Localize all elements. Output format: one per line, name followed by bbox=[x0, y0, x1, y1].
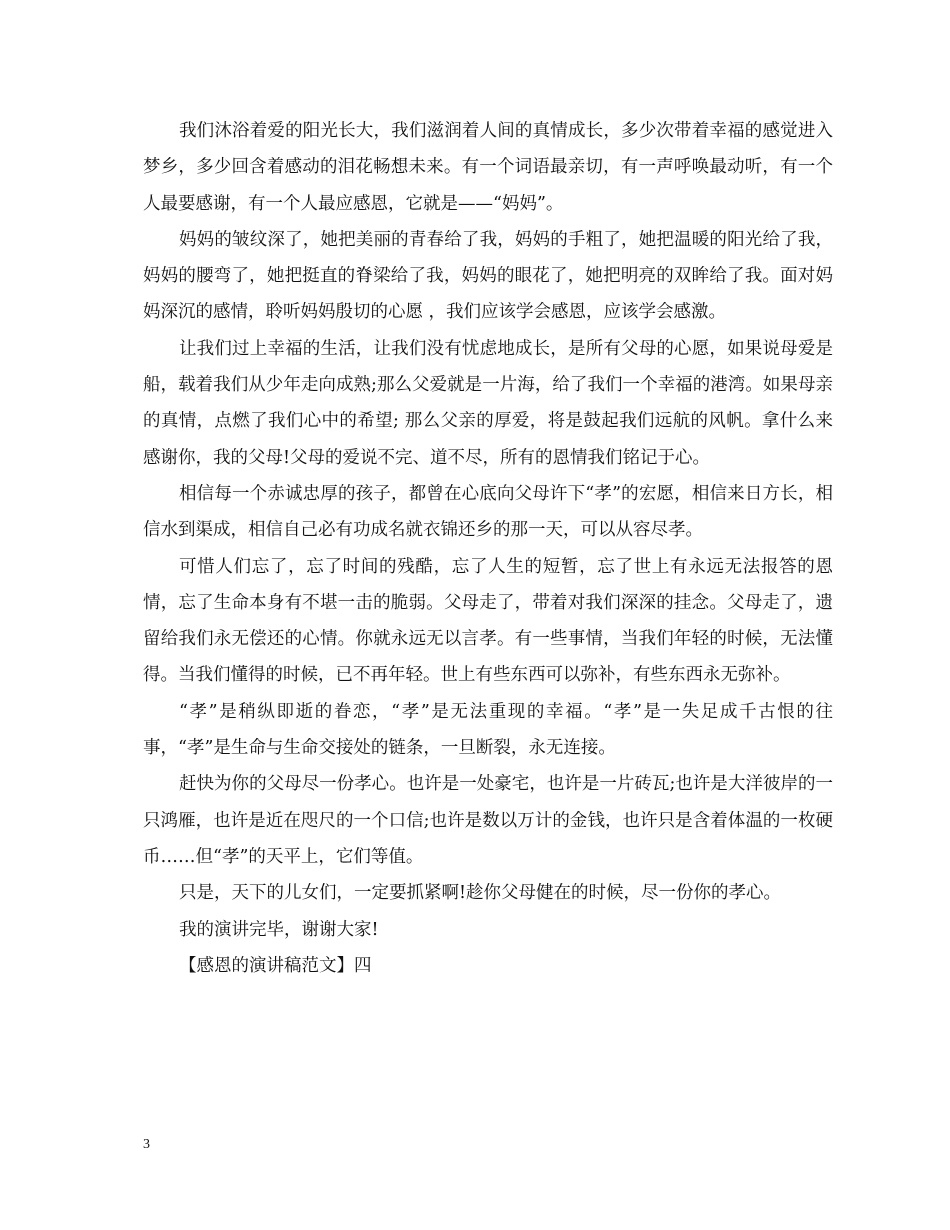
paragraph-8: 只是，天下的儿女们，一定要抓紧啊!趁你父母健在的时候，尽一份你的孝心。 bbox=[179, 883, 782, 904]
paragraph-4: 相信每一个赤诚忠厚的孩子，都曾在心底向父母许下“孝”的宏愿，相信来日方长，相信水到渠成，相信自己必有功成名就衣锦还乡的那一天，可以从容尽孝。 bbox=[143, 483, 833, 541]
section-heading: 【感恩的演讲稿范文】四 bbox=[179, 955, 372, 976]
paragraph-3: 让我们过上幸福的生活，让我们没有忧虑地成长，是所有父母的心愿，如果说母爱是船，载着我们从少年走向成熟;那么父爱就是一片海，给了我们一个幸福的港湾。如果母亲的真情，点燃了我们心中的希望; 那么父亲的厚爱，将是鼓起我们远航的风帆。拿什么来感谢你，我的父母!父母的爱说不完、道不尽，所有的恩情我们铭记于心。 bbox=[143, 338, 833, 468]
paragraph-7: 赶快为你的父母尽一份孝心。也许是一处豪宅，也许是一片砖瓦;也许是大洋彼岸的一只鸿雁，也许是近在咫尺的一个口信;也许是数以万计的金钱，也许只是含着体温的一枚硬币……但“孝”的天平上，它们等值。 bbox=[143, 774, 833, 867]
page-number: 3 bbox=[143, 1137, 150, 1152]
paragraph-9: 我的演讲完毕，谢谢大家! bbox=[179, 919, 379, 940]
paragraph-1: 我们沐浴着爱的阳光长大，我们滋润着人间的真情成长，多少次带着幸福的感觉进入梦乡，多少回含着感动的泪花畅想未来。有一个词语最亲切，有一声呼唤最动听，有一个人最要感谢，有一个人最应感恩，它就是——“妈妈”。 bbox=[143, 121, 833, 214]
paragraph-6: “孝”是稍纵即逝的眷恋，“孝”是无法重现的幸福。“孝”是一失足成千古恨的往事，“孝”是生命与生命交接处的链条，一旦断裂，永无连接。 bbox=[143, 701, 833, 759]
paragraph-2: 妈妈的皱纹深了，她把美丽的青春给了我，妈妈的手粗了，她把温暖的阳光给了我，妈妈的腰弯了，她把挺直的脊梁给了我，妈妈的眼花了，她把明亮的双眸给了我。面对妈妈深沉的感情，聆听妈妈殷切的心愿 ，我们应该学会感恩，应该学会感激。 bbox=[143, 229, 833, 323]
paragraph-5: 可惜人们忘了，忘了时间的残酷，忘了人生的短暂，忘了世上有永远无法报答的恩情，忘了生命本身有不堪一击的脆弱。父母走了，带着对我们深深的挂念。父母走了，遗留给我们永无偿还的心情。你就永远无以言孝。有一些事情，当我们年轻的时候，无法懂得。当我们懂得的时候，已不再年轻。世上有些东西可以弥补，有些东西永无弥补。 bbox=[143, 556, 833, 686]
document-body bbox=[143, 113, 833, 984]
